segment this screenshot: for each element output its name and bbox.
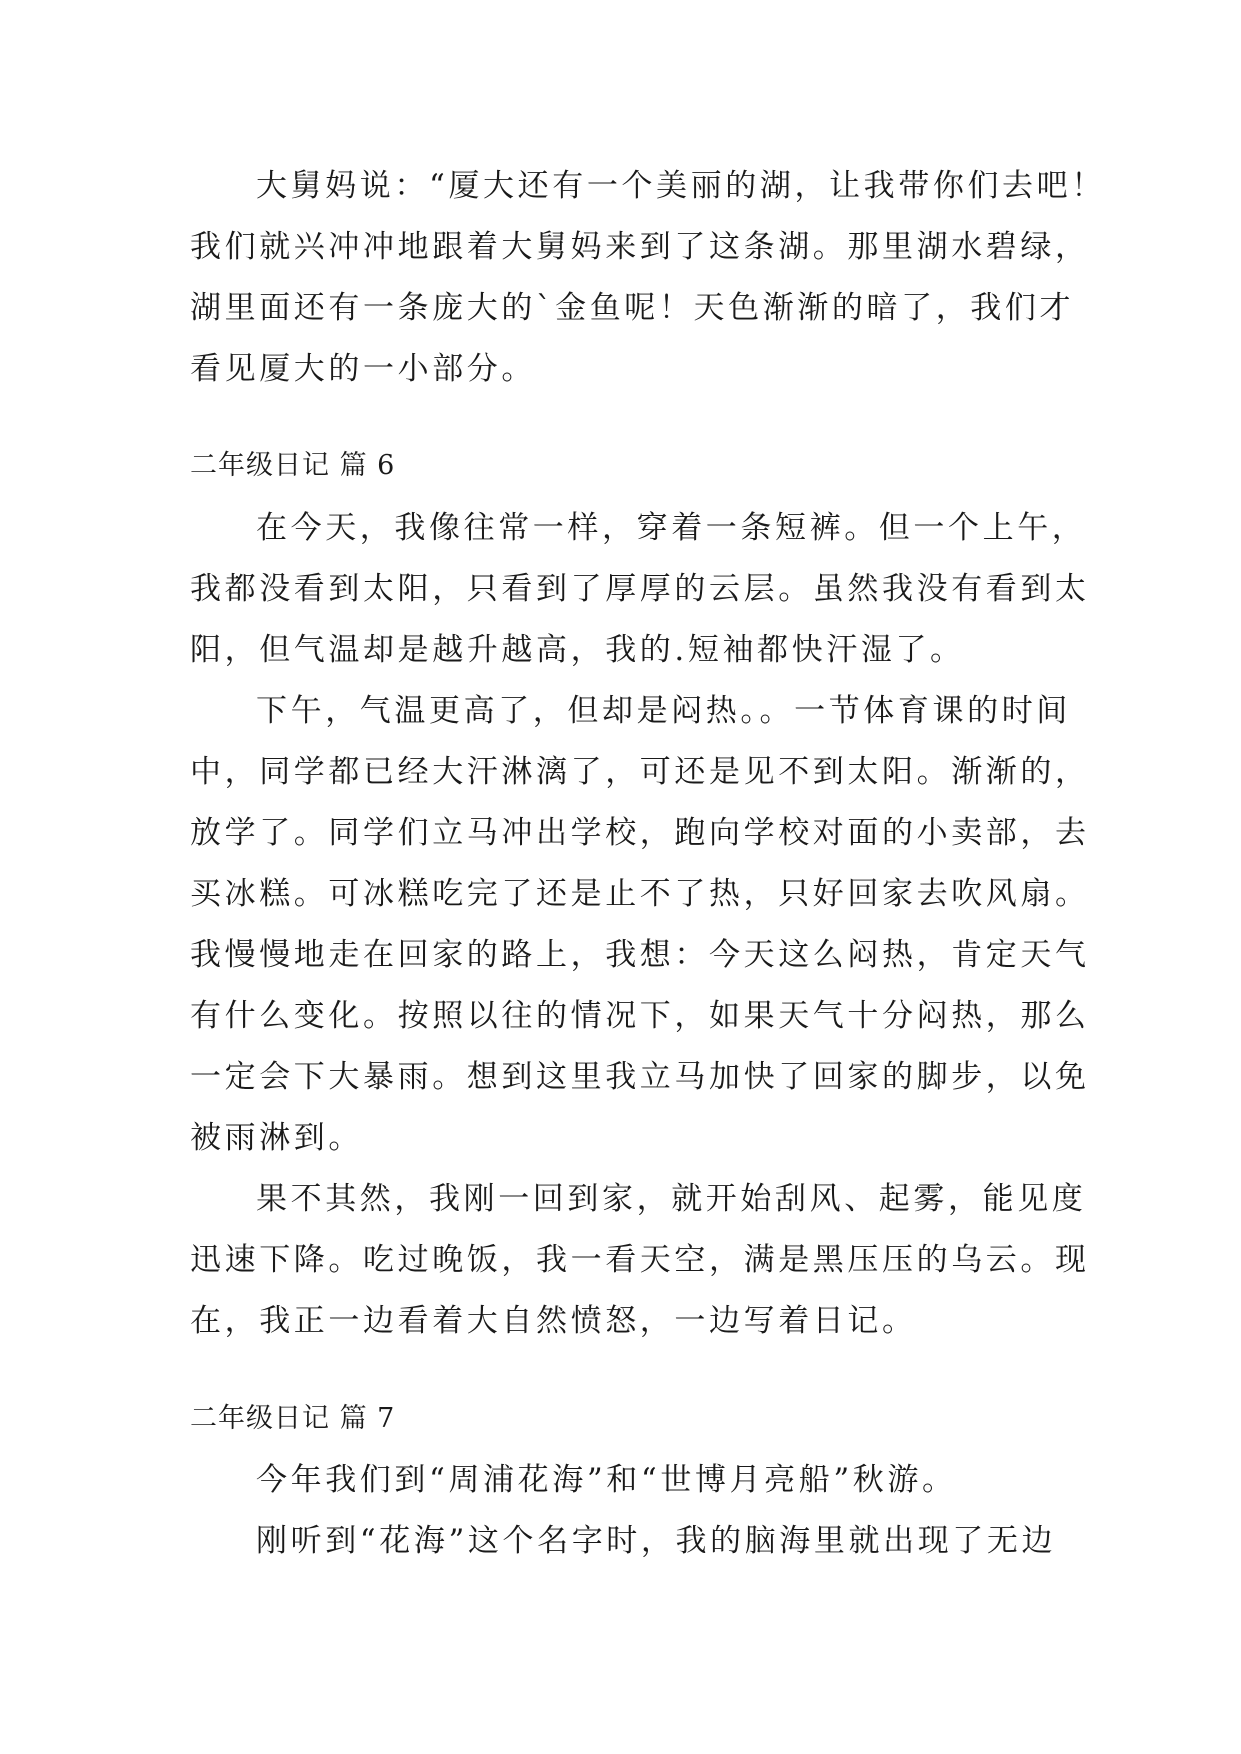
paragraph-line: 有什么变化。按照以往的情况下，如果天气十分闷热，那么	[190, 998, 1090, 1034]
paragraph-line: 我慢慢地走在回家的路上，我想：今天这么闷热，肯定天气	[190, 937, 1090, 973]
paragraph-line: 一定会下大暴雨。想到这里我立马加快了回家的脚步，以免	[190, 1059, 1090, 1095]
paragraph-line: 大舅妈说：“厦大还有一个美丽的湖，让我带你们去吧！	[256, 168, 1106, 204]
paragraph-line: 果不其然，我刚一回到家，就开始刮风、起雾，能见度	[256, 1181, 1087, 1217]
paragraph-line: 在，我正一边看着大自然愤怒，一边写着日记。	[190, 1303, 917, 1339]
paragraph-line: 湖里面还有一条庞大的`金鱼呢！天色渐渐的暗了，我们才	[190, 290, 1075, 326]
section-heading: 二年级日记 篇 7	[190, 1403, 396, 1434]
section-heading: 二年级日记 篇 6	[190, 450, 396, 481]
paragraph-line: 在今天，我像往常一样，穿着一条短裤。但一个上午，	[256, 510, 1087, 546]
paragraph-line: 中，同学都已经大汗淋漓了，可还是见不到太阳。渐渐的，	[190, 754, 1090, 790]
paragraph-line: 买冰糕。可冰糕吃完了还是止不了热，只好回家去吹风扇。	[190, 876, 1090, 912]
paragraph-line: 我们就兴冲冲地跟着大舅妈来到了这条湖。那里湖水碧绿，	[190, 229, 1090, 265]
paragraph-line: 下午，气温更高了，但却是闷热。。一节体育课的时间	[256, 693, 1071, 729]
paragraph-line: 放学了。同学们立马冲出学校，跑向学校对面的小卖部，去	[190, 815, 1090, 851]
paragraph-line: 阳，但气温却是越升越高，我的.短袖都快汗湿了。	[190, 632, 965, 668]
paragraph-line: 今年我们到“周浦花海”和“世博月亮船”秋游。	[256, 1462, 957, 1498]
paragraph-line: 看见厦大的一小部分。	[190, 351, 536, 387]
paragraph-line: 刚听到“花海”这个名字时，我的脑海里就出现了无边	[256, 1523, 1057, 1559]
paragraph-line: 迅速下降。吃过晚饭，我一看天空，满是黑压压的乌云。现	[190, 1242, 1090, 1278]
paragraph-line: 我都没看到太阳，只看到了厚厚的云层。虽然我没有看到太	[190, 571, 1090, 607]
paragraph-line: 被雨淋到。	[190, 1120, 363, 1156]
